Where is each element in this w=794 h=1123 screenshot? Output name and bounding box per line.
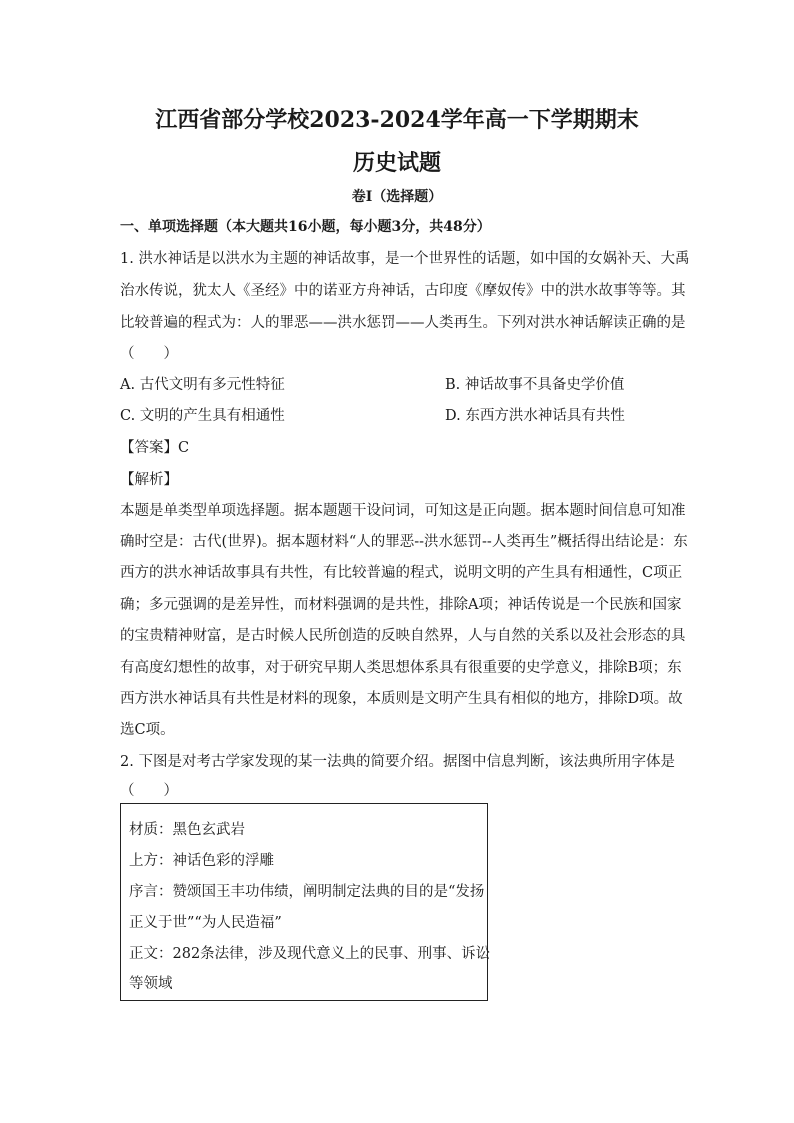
q2-material-box: [120, 803, 491, 1001]
q1-analysis-line: 本题是单类型单项选择题。据本题题干设问词，可知这是正向题。据本题时间信息可知准: [120, 503, 686, 519]
q2-stem-line: （ ）: [120, 783, 178, 799]
q1-analysis-line: 西方洪水神话具有共性是材料的现象，本质则是文明产生具有相似的地方，排除D项。故: [120, 691, 683, 707]
material-line: 等领域: [129, 976, 173, 992]
q1-option-b: B. 神话故事不具备史学价值: [445, 377, 625, 393]
q1-analysis-line: 有高度幻想性的故事，对于研究早期人类思想体系具有很重要的史学意义，排除B项；东: [120, 660, 682, 676]
exam-subject: 历史试题: [352, 150, 441, 176]
material-line: 序言：赞颂国王丰功伟绩，阐明制定法典的目的是“发扬: [129, 884, 485, 900]
q1-option-a: A. 古代文明有多元性特征: [120, 377, 285, 393]
material-line: 材质：黑色玄武岩: [129, 822, 245, 838]
q1-option-d: D. 东西方洪水神话具有共性: [445, 408, 625, 424]
q1-stem-line: 治水传说，犹太人《圣经》中的诺亚方舟神话，古印度《摩奴传》中的洪水故事等等。其: [120, 283, 686, 299]
q1-analysis-line: 西方的洪水神话故事具有共性，有比较普遍的程式，说明文明的产生具有相通性，C项正: [120, 565, 683, 581]
q2-stem-line: 2. 下图是对考古学家发现的某一法典的简要介绍。据图中信息判断，该法典所用字体是: [120, 754, 675, 770]
q1-analysis-line: 确；多元强调的是差异性，而材料强调的是共性，排除A项；神话传说是一个民族和国家: [120, 597, 682, 613]
q1-analysis-line: 的宝贵精神财富，是古时候人民所创造的反映自然界，人与自然的关系以及社会形态的具: [120, 628, 686, 644]
material-line: 上方：神话色彩的浮雕: [129, 853, 274, 869]
q1-analysis-label: 【解析】: [120, 472, 178, 488]
section-heading: 一、单项选择题（本大题共16小题，每小题3分，共48分）: [120, 219, 491, 235]
q1-option-c: C. 文明的产生具有相通性: [120, 408, 285, 424]
material-line: 正义于世”“为人民造福”: [129, 915, 282, 931]
q1-stem-line: 1. 洪水神话是以洪水为主题的神话故事，是一个世界性的话题，如中国的女娲补天、大禹: [120, 251, 690, 267]
q1-stem-line: （ ）: [120, 346, 178, 362]
q1-analysis-line: 确时空是：古代(世界)。据本题材料“人的罪恶--洪水惩罚--人类再生”概括得出结论是：东: [120, 534, 688, 550]
q1-analysis-line: 选C项。: [120, 722, 175, 738]
material-line: 正文：282条法律，涉及现代意义上的民事、刑事、诉讼: [129, 946, 491, 962]
volume-heading: 卷Ⅰ（选择题）: [351, 189, 443, 205]
exam-title: 江西省部分学校2023-2024学年高一下学期期末: [155, 107, 639, 133]
q1-answer: 【答案】C: [120, 440, 190, 456]
q1-stem-line: 比较普遍的程式为：人的罪恶——洪水惩罚——人类再生。下列对洪水神话解读正确的是: [120, 315, 686, 331]
